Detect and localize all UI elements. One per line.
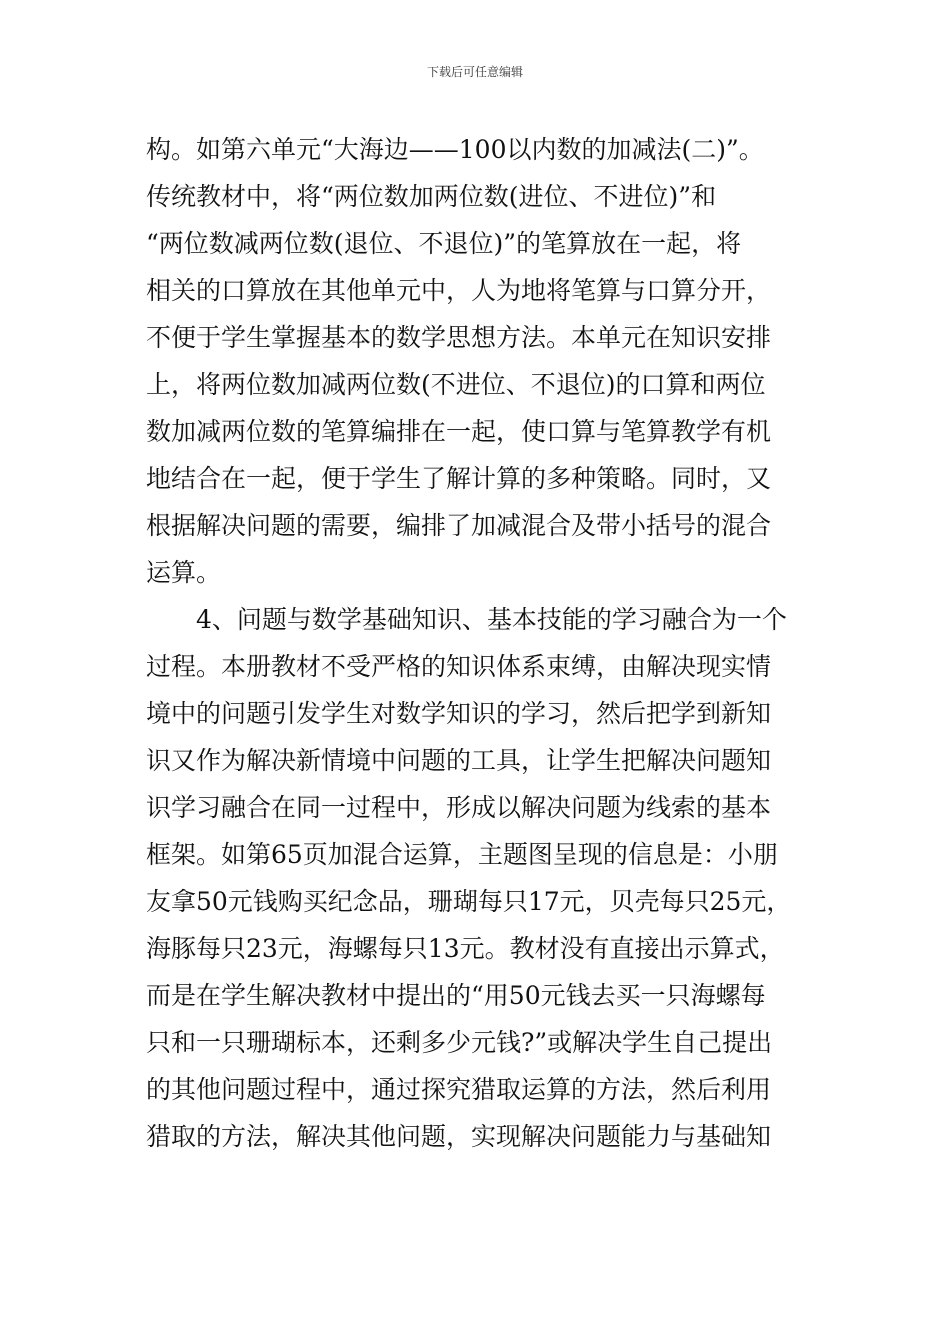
text-line: 上，将两位数加减两位数(不进位、不退位)的口算和两位 xyxy=(146,370,766,399)
text-line: 过程。本册教材不受严格的知识体系束缚，由解决现实情 xyxy=(146,652,772,681)
text-line: 构。如第六单元“大海边——100以内数的加减法(二)”。 xyxy=(146,135,764,164)
text-line: 数加减两位数的笔算编排在一起，使口算与笔算教学有机 xyxy=(146,417,772,446)
text-line: 识又作为解决新情境中问题的工具，让学生把解决问题知 xyxy=(146,746,772,775)
text-line: “两位数减两位数(退位、不退位)”的笔算放在一起，将 xyxy=(146,229,742,258)
text-line: 而是在学生解决教材中提出的“用50元钱去买一只海螺每 xyxy=(146,981,766,1010)
text-line: 不便于学生掌握基本的数学思想方法。本单元在知识安排 xyxy=(146,323,772,352)
text-line: 海豚每只23元，海螺每只13元。教材没有直接出示算式， xyxy=(146,934,785,963)
page-header: 下载后可任意编辑 xyxy=(426,65,523,79)
text-line: 根据解决问题的需要，编排了加减混合及带小括号的混合 xyxy=(146,511,772,540)
text-line-paragraph-start: 4、问题与数学基础知识、基本技能的学习融合为一个 xyxy=(196,605,787,634)
text-line: 只和一只珊瑚标本，还剩多少元钱?”或解决学生自己提出 xyxy=(146,1028,773,1057)
text-line: 相关的口算放在其他单元中，人为地将笔算与口算分开， xyxy=(146,276,772,305)
body-text xyxy=(146,126,814,1160)
text-line: 的其他问题过程中，通过探究猎取运算的方法，然后利用 xyxy=(146,1075,772,1104)
text-line: 境中的问题引发学生对数学知识的学习，然后把学到新知 xyxy=(146,699,772,728)
text-line: 传统教材中，将“两位数加两位数(进位、不进位)”和 xyxy=(146,182,717,211)
text-line: 运算。 xyxy=(146,558,222,587)
text-line: 友拿50元钱购买纪念品，珊瑚每只17元，贝壳每只25元， xyxy=(146,887,792,916)
text-line: 框架。如第65页加混合运算，主题图呈现的信息是：小朋 xyxy=(146,840,778,869)
text-line: 识学习融合在同一过程中，形成以解决问题为线索的基本 xyxy=(146,793,772,822)
text-line: 地结合在一起，便于学生了解计算的多种策略。同时，又 xyxy=(146,464,772,493)
text-line: 猎取的方法，解决其他问题，实现解决问题能力与基础知 xyxy=(146,1122,772,1151)
